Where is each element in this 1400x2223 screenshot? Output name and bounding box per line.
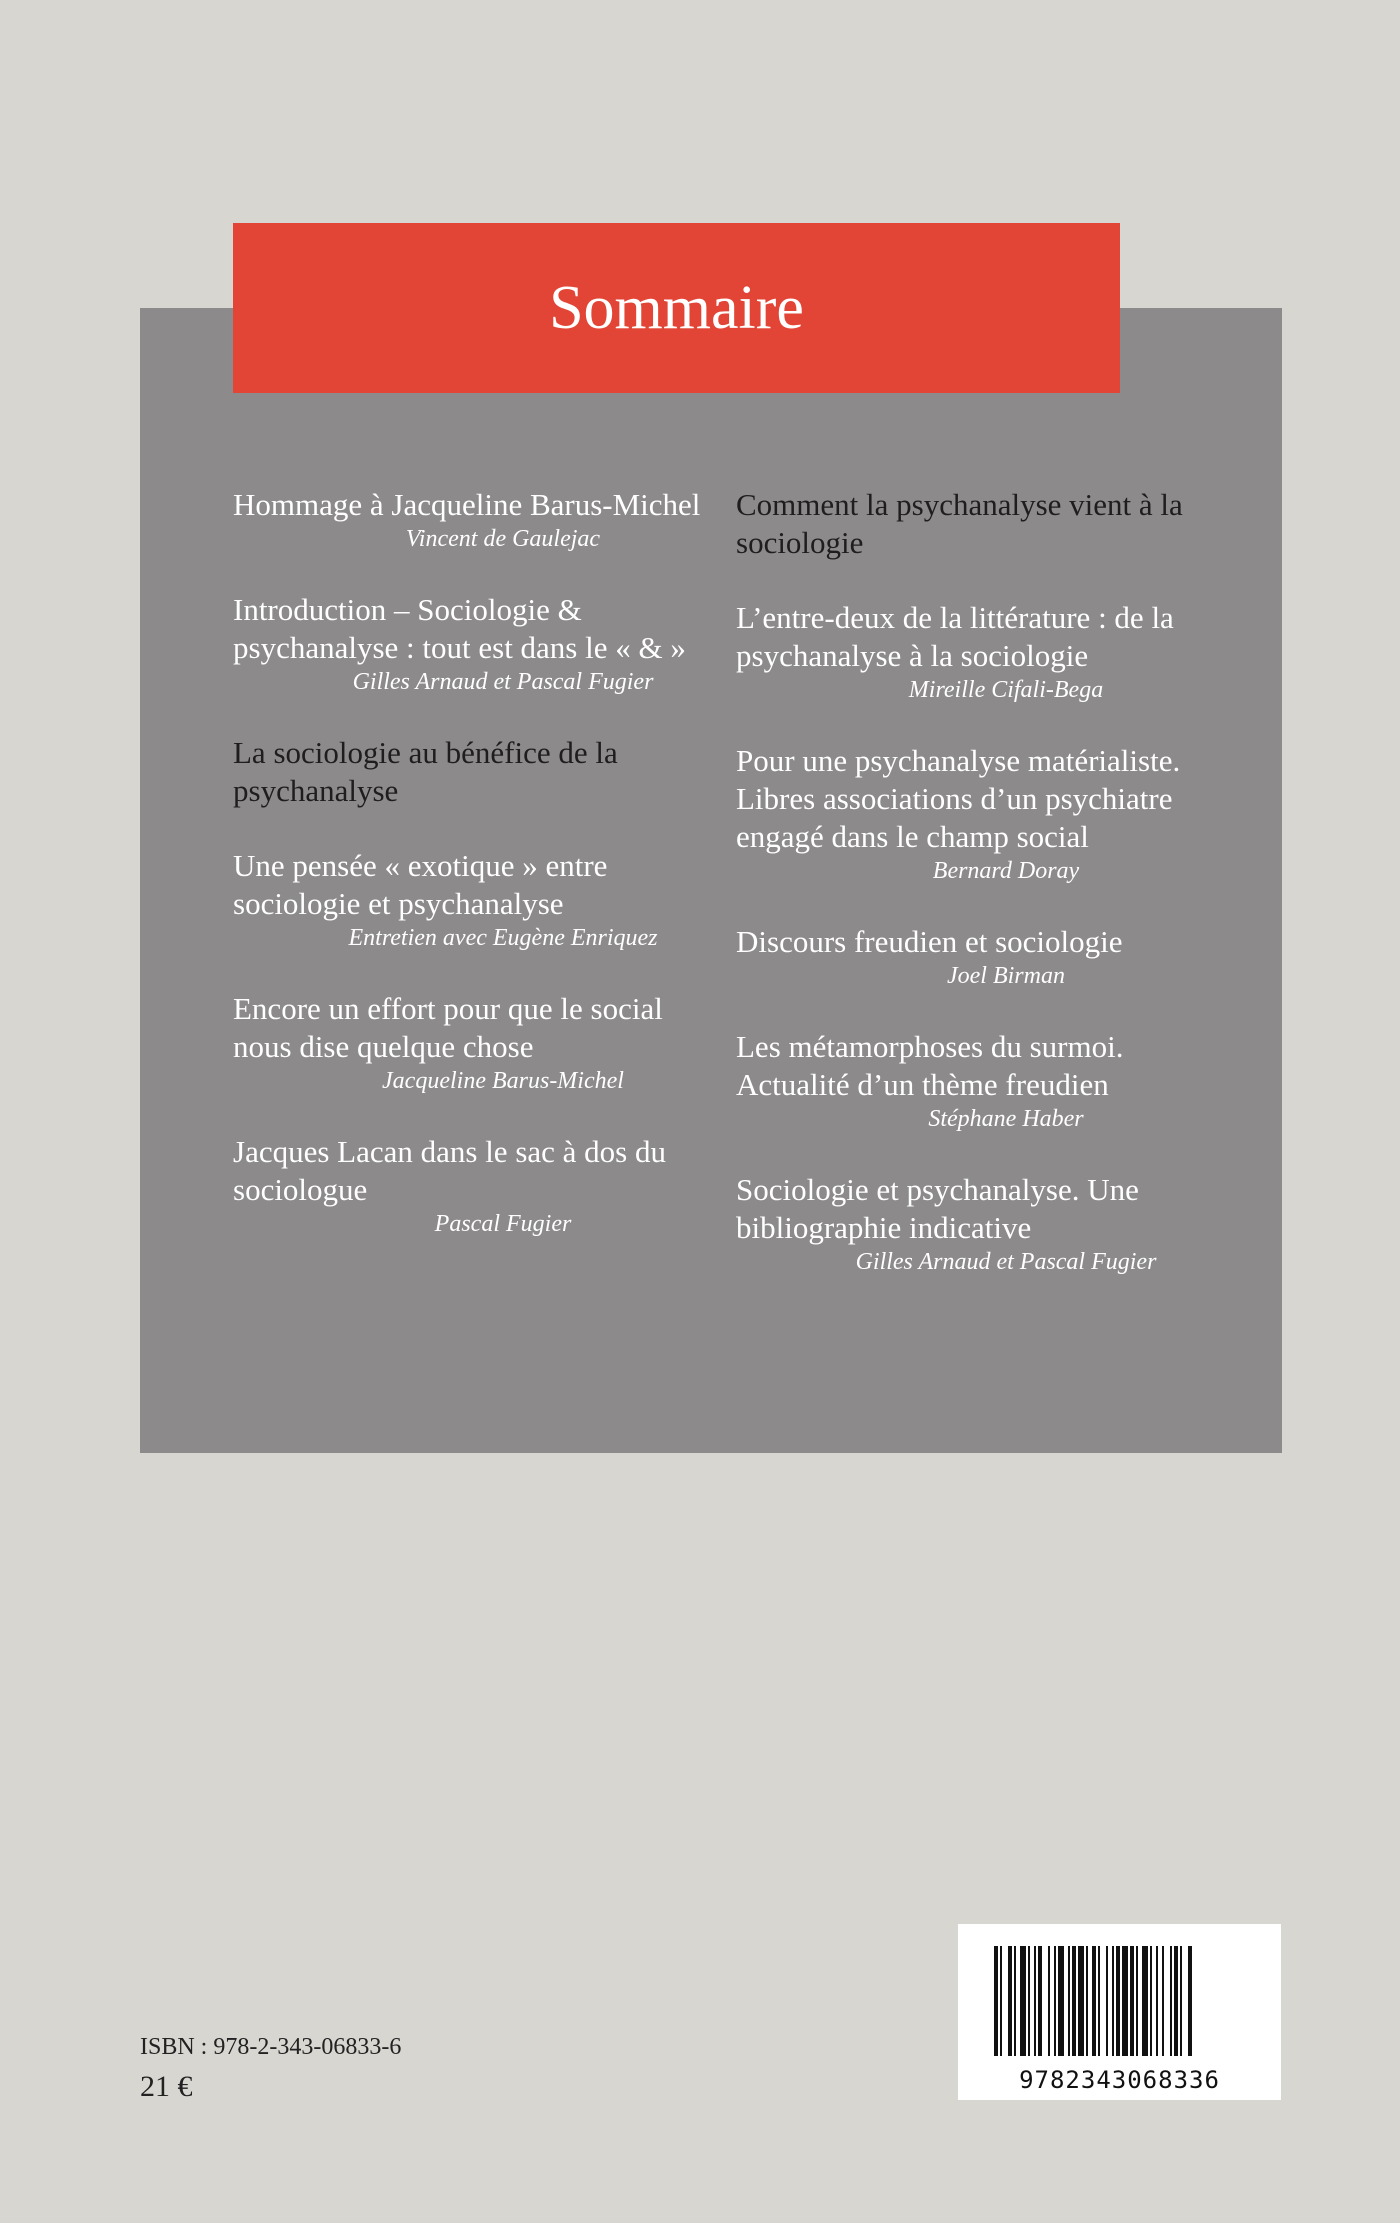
barcode-bar	[1170, 1946, 1172, 2056]
section-heading	[736, 486, 1216, 562]
barcode-bar	[1068, 1946, 1070, 2056]
barcode-bar	[1098, 1946, 1100, 2056]
entry-author: Joel Birman	[947, 963, 1065, 989]
contents-right-column	[736, 486, 1216, 1314]
barcode-bar	[1150, 1946, 1152, 2056]
entry-author: Gilles Arnaud et Pascal Fugier	[855, 1249, 1157, 1275]
barcode-digits: 9782343068336	[1019, 2066, 1220, 2094]
barcode-bar	[1112, 1946, 1114, 2056]
entry-title: Discours freudien et sociologie	[736, 924, 1123, 959]
toc-entry	[233, 486, 713, 554]
barcode-bar	[1048, 1946, 1050, 2056]
toc-entry	[736, 923, 1216, 991]
entry-title: L’entre-deux de la littérature : de la psychanalyse à la sociologie	[736, 600, 1174, 673]
barcode-bar	[1000, 1946, 1002, 2056]
entry-title: Hommage à Jacqueline Barus-Michel	[233, 487, 701, 522]
toc-entry	[233, 1133, 713, 1239]
entry-title: Introduction – Sociologie & psychanalyse : tout est dans le « & »	[233, 592, 686, 665]
barcode-bar	[1180, 1946, 1182, 2056]
entry-author: Stéphane Haber	[928, 1106, 1084, 1132]
entry-author: Entretien avec Eugène Enriquez	[348, 925, 658, 951]
barcode-bar	[1106, 1946, 1108, 2056]
entry-title: Sociologie et psychanalyse. Une bibliographie indicative	[736, 1172, 1139, 1245]
barcode-bar	[1116, 1946, 1120, 2056]
toc-entry	[736, 1171, 1216, 1277]
barcode-bar	[1174, 1946, 1178, 2056]
section-heading	[233, 734, 713, 810]
barcode-bar	[994, 1946, 998, 2056]
entry-author: Mireille Cifali-Bega	[908, 677, 1104, 703]
section-title: Comment la psychanalyse vient à la sociologie	[736, 487, 1183, 560]
barcode-bar	[1142, 1946, 1148, 2056]
entry-author: Vincent de Gaulejac	[405, 526, 601, 552]
toc-entry	[233, 990, 713, 1096]
toc-entry	[233, 847, 713, 953]
price-text: 21 €	[140, 2070, 193, 2103]
banner-title: Sommaire	[549, 273, 804, 342]
isbn-text: ISBN : 978-2-343-06833-6	[140, 2034, 402, 2060]
barcode-bar	[1008, 1946, 1012, 2056]
entry-title: Les métamorphoses du surmoi. Actualité d’un thème freudien	[736, 1029, 1124, 1102]
barcode-bar	[1038, 1946, 1042, 2056]
barcode-bar	[1072, 1946, 1076, 2056]
barcode-bar	[1092, 1946, 1096, 2056]
toc-entry	[736, 1028, 1216, 1134]
entry-title: Pour une psychanalyse matérialiste. Libres associations d’un psychiatre engagé dans le champ social	[736, 743, 1181, 854]
entry-title: Encore un effort pour que le social nous dise quelque chose	[233, 991, 663, 1064]
barcode-bar	[1014, 1946, 1016, 2056]
barcode-bar	[1028, 1946, 1030, 2056]
entry-author: Gilles Arnaud et Pascal Fugier	[352, 669, 654, 695]
barcode-bar	[1054, 1946, 1056, 2056]
barcode-bar	[1078, 1946, 1084, 2056]
barcode-bar	[1130, 1946, 1134, 2056]
contents-left-column	[233, 486, 713, 1276]
toc-entry	[736, 742, 1216, 886]
sommaire-banner	[233, 223, 1120, 393]
barcode-bar	[1020, 1946, 1026, 2056]
barcode-bar	[1162, 1946, 1164, 2056]
barcode-bar	[1188, 1946, 1192, 2056]
section-title: La sociologie au bénéfice de la psychanalyse	[233, 735, 618, 808]
barcode	[958, 1924, 1281, 2100]
entry-title: Une pensée « exotique » entre sociologie et psychanalyse	[233, 848, 608, 921]
barcode-bar	[1086, 1946, 1088, 2056]
barcode-bar	[1058, 1946, 1064, 2056]
barcode-bar	[1122, 1946, 1128, 2056]
entry-author: Bernard Doray	[932, 858, 1080, 884]
barcode-bar	[1156, 1946, 1158, 2056]
toc-entry	[233, 591, 713, 697]
entry-title: Jacques Lacan dans le sac à dos du sociologue	[233, 1134, 666, 1207]
toc-entry	[736, 599, 1216, 705]
barcode-bar	[1136, 1946, 1138, 2056]
entry-author: Jacqueline Barus-Michel	[382, 1068, 624, 1094]
barcode-bar	[1034, 1946, 1036, 2056]
entry-author: Pascal Fugier	[434, 1211, 572, 1237]
